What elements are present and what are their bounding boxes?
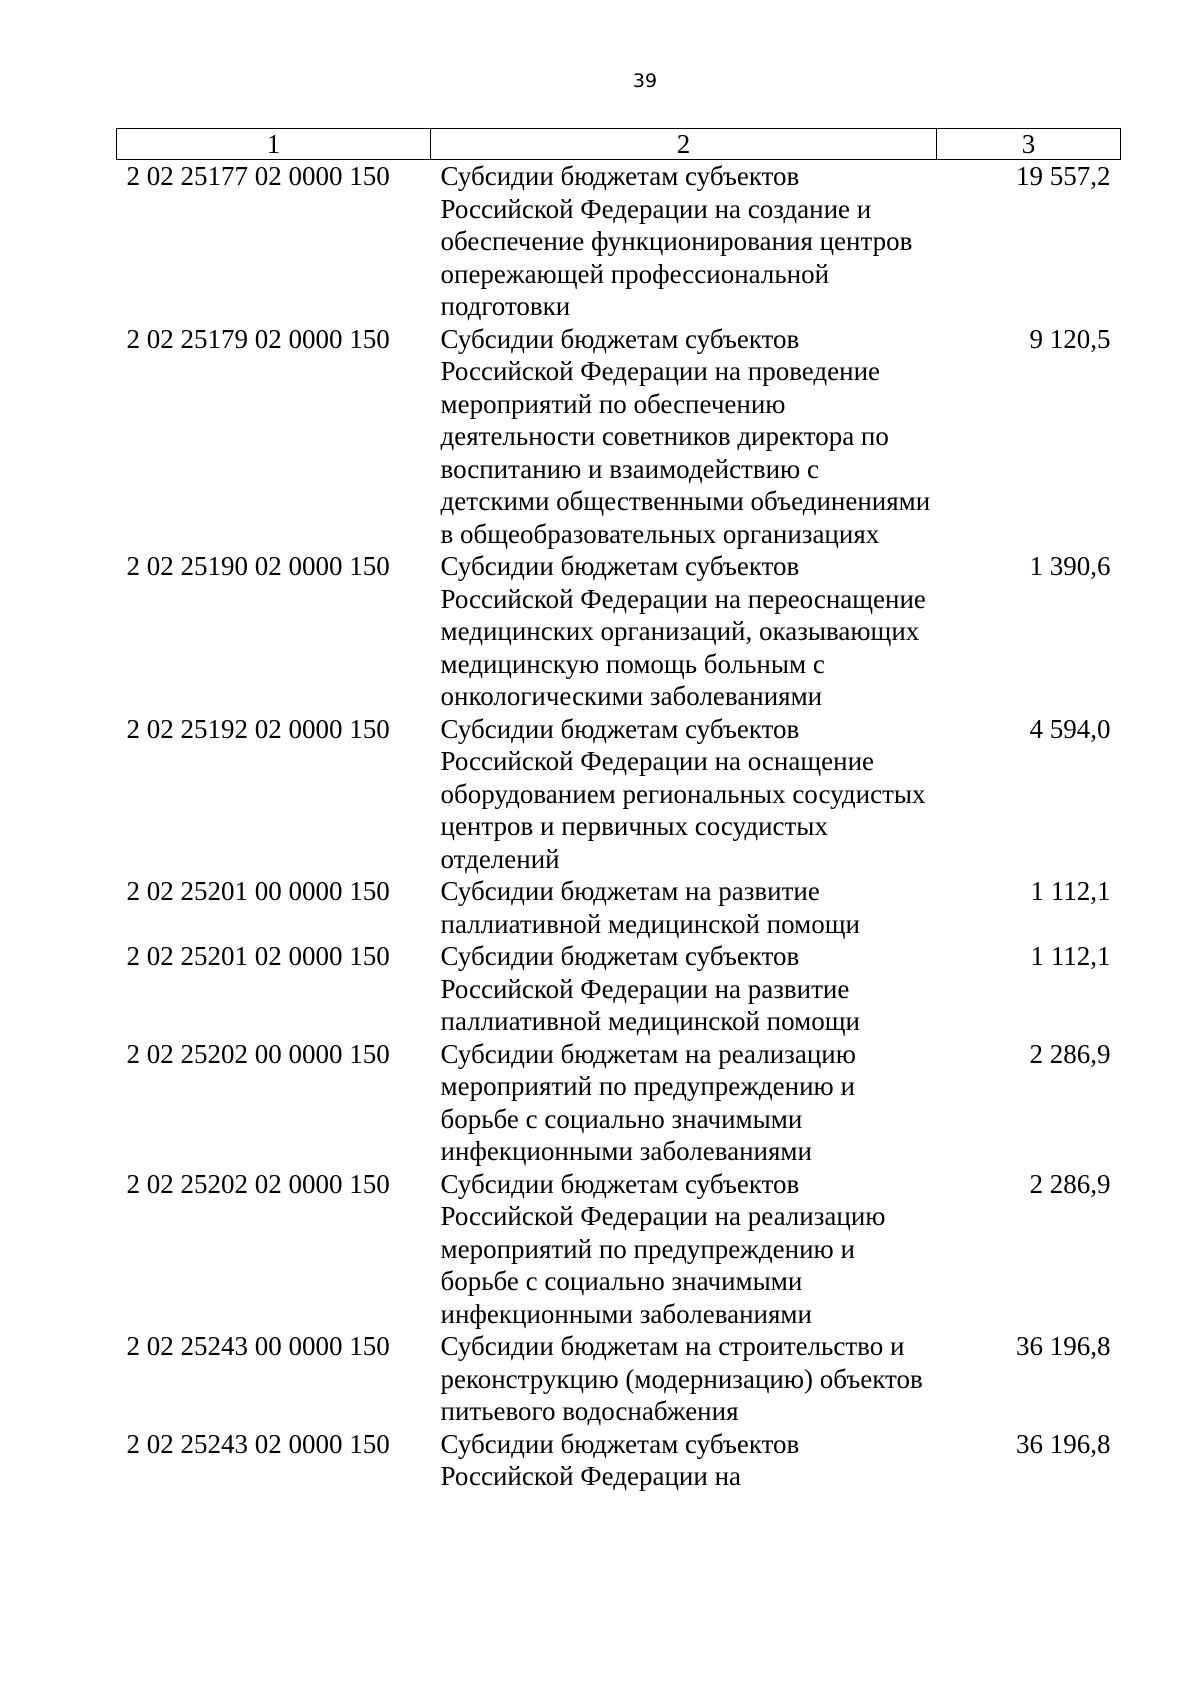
revenue-amount: 2 286,9: [1029, 1168, 1111, 1199]
revenue-name: Субсидии бюджетам на реализацию мероприятий по предупреждению и борьбе с социально значимыми инфекционными заболеваниями: [440, 1038, 856, 1166]
revenue-name: Субсидии бюджетам субъектов Российской Федерации на создание и обеспечение функционирования центров опережающей профессиональной подготовки: [440, 161, 913, 321]
revenue-code: 2 02 25243 00 0000 150: [126, 1331, 390, 1361]
revenue-code: 2 02 25192 02 0000 150: [126, 713, 390, 744]
page-number: 39: [632, 70, 658, 92]
column-header-amount: 3: [937, 129, 1121, 160]
revenue-code: 2 02 25201 00 0000 150: [126, 876, 390, 906]
revenue-code: 2 02 25243 02 0000 150: [126, 1428, 390, 1459]
revenue-name: Субсидии бюджетам субъектов Российской Федерации на оснащение оборудованием региональных сосудистых центров и первичных сосудистых отделений: [440, 713, 926, 874]
table-row: [117, 160, 1121, 323]
revenue-name: Субсидии бюджетам на развитие паллиативной медицинской помощи: [440, 876, 860, 939]
column-header-code: 1: [117, 129, 431, 160]
table-row: [117, 713, 1121, 876]
table-row: [117, 550, 1121, 713]
revenue-code: 2 02 25202 02 0000 150: [126, 1168, 390, 1199]
revenue-code: 2 02 25202 00 0000 150: [126, 1038, 390, 1069]
revenue-name: Субсидии бюджетам субъектов Российской Федерации на переоснащение медицинских организаций, оказывающих медицинскую помощь больным с онкологическими заболеваниями: [440, 551, 926, 711]
revenue-name: Субсидии бюджетам субъектов Российской Федерации на: [440, 1428, 800, 1491]
revenue-code: 2 02 25179 02 0000 150: [126, 323, 390, 354]
table-row: [117, 1168, 1121, 1331]
revenue-amount: 1 112,1: [1030, 876, 1111, 906]
revenue-name: Субсидии бюджетам на строительство и реконструкцию (модернизацию) объектов питьевого водоснабжения: [440, 1331, 923, 1426]
revenue-name: Субсидии бюджетам субъектов Российской Федерации на развитие паллиативной медицинской помощи: [440, 941, 860, 1036]
revenue-amount: 1 390,6: [1029, 551, 1111, 581]
budget-revenue-table: [116, 128, 1121, 1493]
revenue-name: Субсидии бюджетам субъектов Российской Федерации на проведение мероприятий по обеспечению деятельности советников директора по воспитанию и взаимодействию с детскими общественными объединениями в общеобразовательных организациях: [440, 323, 931, 549]
revenue-name: Субсидии бюджетам субъектов Российской Федерации на реализацию мероприятий по предупреждению и борьбе с социально значимыми инфекционными заболеваниями: [440, 1168, 886, 1329]
revenue-amount: 36 196,8: [1016, 1331, 1111, 1361]
table-row: [117, 1038, 1121, 1168]
revenue-amount: 19 557,2: [1016, 161, 1111, 191]
revenue-amount: 36 196,8: [1016, 1428, 1111, 1459]
revenue-code: 2 02 25201 02 0000 150: [126, 941, 390, 971]
table-row: [117, 940, 1121, 1038]
table-header-row: [117, 129, 1121, 160]
revenue-amount: 1 112,1: [1030, 941, 1111, 971]
table-row: [117, 1330, 1121, 1428]
revenue-code: 2 02 25177 02 0000 150: [126, 161, 390, 191]
column-header-name: 2: [431, 129, 937, 160]
table-row: [117, 875, 1121, 940]
table-row: [117, 323, 1121, 551]
revenue-code: 2 02 25190 02 0000 150: [126, 551, 390, 581]
table-row: [117, 1428, 1121, 1493]
revenue-amount: 2 286,9: [1029, 1038, 1111, 1069]
revenue-amount: 4 594,0: [1029, 713, 1111, 744]
revenue-amount: 9 120,5: [1029, 323, 1111, 354]
